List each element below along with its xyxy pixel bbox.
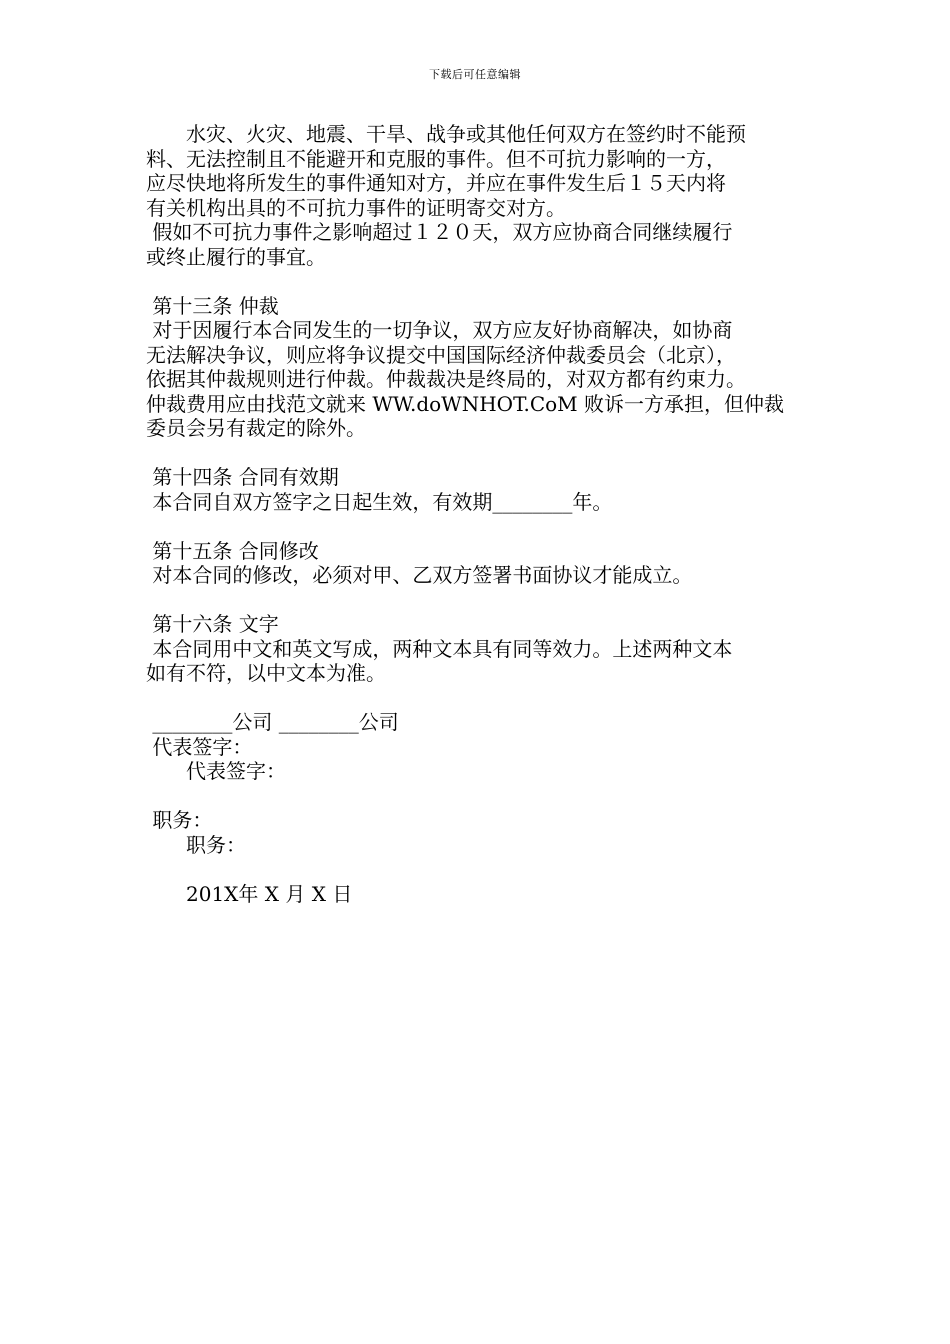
body-line: 仲裁费用应由找范文就来 WW.doWNHOT.CoM 败诉一方承担，但仲裁 bbox=[146, 391, 785, 416]
signature-companies: ________公司 ________公司 bbox=[146, 710, 399, 734]
body-line: 或终止履行的事宜。 bbox=[146, 244, 326, 269]
blank-line bbox=[146, 686, 816, 711]
section-heading: 第十五条 合同修改 bbox=[146, 538, 319, 563]
blank-line bbox=[146, 441, 816, 466]
document-body bbox=[146, 122, 816, 906]
body-line: 如有不符，以中文本为准。 bbox=[146, 661, 386, 685]
blank-line bbox=[146, 784, 816, 809]
body-line: 本合同自双方签字之日起生效，有效期________年。 bbox=[146, 489, 613, 514]
body-line: 对本合同的修改，必须对甲、乙双方签署书面协议才能成立。 bbox=[146, 563, 693, 587]
section-heading: 第十四条 合同有效期 bbox=[146, 465, 339, 489]
body-line: 本合同用中文和英文写成，两种文本具有同等效力。上述两种文本 bbox=[146, 636, 733, 661]
position-label: 职务： bbox=[146, 808, 213, 832]
signature-label: 代表签字： bbox=[146, 759, 286, 783]
section-heading: 第十三条 仲裁 bbox=[146, 293, 279, 318]
signature-label: 代表签字： bbox=[146, 734, 253, 759]
body-line: 对于因履行本合同发生的一切争议，双方应友好协商解决，如协商 bbox=[146, 318, 733, 342]
blank-line bbox=[146, 857, 816, 882]
date-line: 201X年 X 月 X 日 bbox=[146, 881, 353, 906]
body-line: 应尽快地将所发生的事件通知对方，并应在事件发生后１５天内将 bbox=[146, 171, 726, 195]
body-line: 有关机构出具的不可抗力事件的证明寄交对方。 bbox=[146, 195, 566, 220]
body-line: 水灾、火灾、地震、干旱、战争或其他任何双方在签约时不能预 bbox=[146, 122, 746, 146]
body-line: 依据其仲裁规则进行仲裁。仲裁裁决是终局的，对双方都有约束力。 bbox=[146, 367, 746, 391]
blank-line bbox=[146, 588, 816, 613]
blank-line bbox=[146, 514, 816, 539]
body-line: 委员会另有裁定的除外。 bbox=[146, 416, 366, 440]
position-label: 职务： bbox=[146, 832, 246, 857]
section-heading: 第十六条 文字 bbox=[146, 612, 279, 636]
body-line: 假如不可抗力事件之影响超过１２０天，双方应协商合同继续履行 bbox=[146, 220, 733, 244]
page-header: 下载后可任意编辑 bbox=[429, 68, 521, 81]
body-line: 无法解决争议，则应将争议提交中国国际经济仲裁委员会（北京）， bbox=[146, 342, 736, 367]
body-line: 料、无法控制且不能避开和克服的事件。但不可抗力影响的一方， bbox=[146, 146, 726, 171]
blank-line bbox=[146, 269, 816, 294]
